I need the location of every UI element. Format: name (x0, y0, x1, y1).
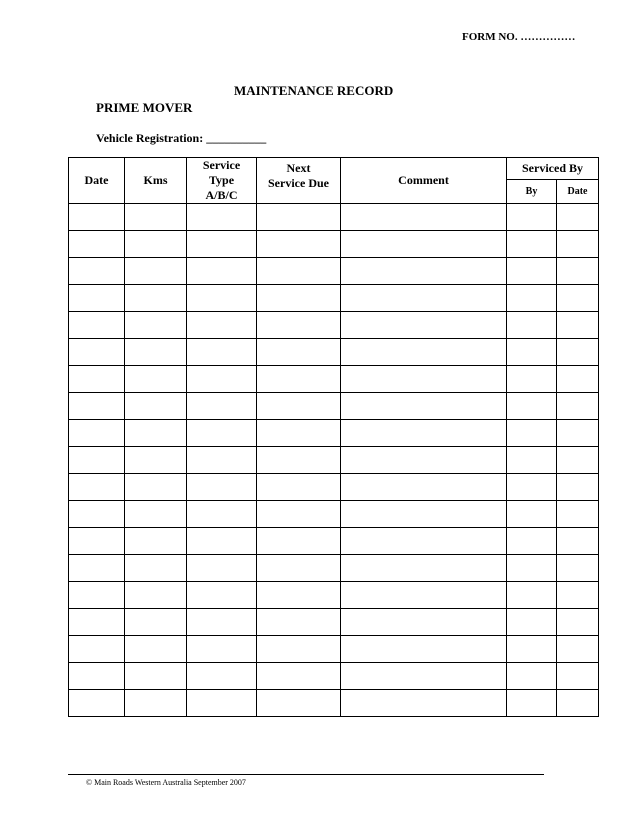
serviced-date-cell[interactable] (557, 555, 599, 582)
service-type-cell[interactable] (187, 312, 257, 339)
next-service-due-cell[interactable] (257, 231, 341, 258)
service-type-cell[interactable] (187, 555, 257, 582)
serviced-date-cell[interactable] (557, 339, 599, 366)
column-header-serviced-by: Serviced By (507, 158, 599, 180)
serviced-by-cell[interactable] (507, 447, 557, 474)
next-service-due-cell[interactable] (257, 312, 341, 339)
serviced-date-cell[interactable] (557, 474, 599, 501)
kms-cell[interactable] (125, 312, 187, 339)
serviced-by-cell[interactable] (507, 312, 557, 339)
next-service-due-cell[interactable] (257, 447, 341, 474)
table-row (69, 393, 599, 420)
table-row (69, 447, 599, 474)
next-service-due-cell[interactable] (257, 204, 341, 231)
serviced-date-cell[interactable] (557, 204, 599, 231)
comment-cell[interactable] (341, 393, 507, 420)
serviced-date-cell[interactable] (557, 285, 599, 312)
table-row (69, 582, 599, 609)
date-cell[interactable] (69, 258, 125, 285)
serviced-date-cell[interactable] (557, 447, 599, 474)
next-service-due-cell[interactable] (257, 501, 341, 528)
date-cell[interactable] (69, 555, 125, 582)
kms-cell[interactable] (125, 339, 187, 366)
table-row (69, 339, 599, 366)
comment-cell[interactable] (341, 690, 507, 717)
service-type-cell[interactable] (187, 528, 257, 555)
comment-cell[interactable] (341, 636, 507, 663)
service-type-line-3: A/B/C (205, 188, 238, 202)
service-type-cell[interactable] (187, 204, 257, 231)
serviced-by-cell[interactable] (507, 582, 557, 609)
comment-cell[interactable] (341, 366, 507, 393)
serviced-date-cell[interactable] (557, 312, 599, 339)
serviced-date-cell[interactable] (557, 528, 599, 555)
serviced-by-cell[interactable] (507, 474, 557, 501)
footer-copyright: © Main Roads Western Australia September 2007 (86, 778, 246, 787)
kms-cell[interactable] (125, 528, 187, 555)
serviced-date-cell[interactable] (557, 609, 599, 636)
comment-cell[interactable] (341, 258, 507, 285)
table-row (69, 474, 599, 501)
date-cell[interactable] (69, 312, 125, 339)
date-cell[interactable] (69, 636, 125, 663)
serviced-date-cell[interactable] (557, 636, 599, 663)
serviced-by-cell[interactable] (507, 258, 557, 285)
service-type-cell[interactable] (187, 447, 257, 474)
table-row (69, 258, 599, 285)
serviced-date-cell[interactable] (557, 420, 599, 447)
comment-cell[interactable] (341, 231, 507, 258)
next-service-due-cell[interactable] (257, 285, 341, 312)
table-row (69, 663, 599, 690)
next-service-due-cell[interactable] (257, 420, 341, 447)
serviced-date-cell[interactable] (557, 501, 599, 528)
service-type-cell[interactable] (187, 636, 257, 663)
service-type-cell[interactable] (187, 609, 257, 636)
comment-cell[interactable] (341, 420, 507, 447)
serviced-date-cell[interactable] (557, 582, 599, 609)
serviced-date-cell[interactable] (557, 393, 599, 420)
comment-cell[interactable] (341, 528, 507, 555)
form-number: FORM NO. …………… (462, 31, 576, 43)
service-type-cell[interactable] (187, 285, 257, 312)
service-type-cell[interactable] (187, 420, 257, 447)
kms-cell[interactable] (125, 366, 187, 393)
serviced-date-cell[interactable] (557, 231, 599, 258)
kms-cell[interactable] (125, 555, 187, 582)
table-row (69, 690, 599, 717)
service-type-cell[interactable] (187, 690, 257, 717)
next-service-line-2: Service Due (268, 176, 329, 190)
date-cell[interactable] (69, 663, 125, 690)
date-cell[interactable] (69, 366, 125, 393)
serviced-date-cell[interactable] (557, 366, 599, 393)
table-row (69, 204, 599, 231)
date-cell[interactable] (69, 393, 125, 420)
column-header-date: Date (69, 158, 125, 204)
next-service-due-cell[interactable] (257, 609, 341, 636)
service-type-cell[interactable] (187, 393, 257, 420)
kms-cell[interactable] (125, 447, 187, 474)
next-service-due-cell[interactable] (257, 663, 341, 690)
comment-cell[interactable] (341, 285, 507, 312)
kms-cell[interactable] (125, 474, 187, 501)
footer-divider (68, 774, 544, 775)
kms-cell[interactable] (125, 582, 187, 609)
record-rows (69, 204, 599, 717)
kms-cell[interactable] (125, 420, 187, 447)
serviced-by-cell[interactable] (507, 366, 557, 393)
date-cell[interactable] (69, 501, 125, 528)
next-service-due-cell[interactable] (257, 528, 341, 555)
next-service-due-cell[interactable] (257, 636, 341, 663)
service-type-line-1: Service (202, 158, 241, 172)
table-row (69, 312, 599, 339)
date-cell[interactable] (69, 582, 125, 609)
serviced-date-cell[interactable] (557, 663, 599, 690)
serviced-by-cell[interactable] (507, 555, 557, 582)
kms-cell[interactable] (125, 663, 187, 690)
next-service-due-cell[interactable] (257, 582, 341, 609)
column-header-next-service-due (257, 158, 341, 204)
comment-cell[interactable] (341, 312, 507, 339)
date-cell[interactable] (69, 285, 125, 312)
kms-cell[interactable] (125, 231, 187, 258)
table-row (69, 609, 599, 636)
kms-cell[interactable] (125, 690, 187, 717)
table-row (69, 528, 599, 555)
serviced-by-cell[interactable] (507, 231, 557, 258)
table-row (69, 366, 599, 393)
date-cell[interactable] (69, 447, 125, 474)
table-row (69, 501, 599, 528)
kms-cell[interactable] (125, 636, 187, 663)
kms-cell[interactable] (125, 285, 187, 312)
date-cell[interactable] (69, 474, 125, 501)
serviced-date-cell[interactable] (557, 258, 599, 285)
maintenance-record-table (68, 157, 599, 717)
serviced-by-cell[interactable] (507, 393, 557, 420)
next-service-due-cell[interactable] (257, 690, 341, 717)
date-cell[interactable] (69, 690, 125, 717)
kms-cell[interactable] (125, 204, 187, 231)
serviced-by-cell[interactable] (507, 339, 557, 366)
comment-cell[interactable] (341, 447, 507, 474)
serviced-by-cell[interactable] (507, 285, 557, 312)
column-header-comment: Comment (341, 158, 507, 204)
kms-cell[interactable] (125, 393, 187, 420)
service-type-cell[interactable] (187, 582, 257, 609)
kms-cell[interactable] (125, 258, 187, 285)
table-row (69, 420, 599, 447)
service-type-cell[interactable] (187, 366, 257, 393)
date-cell[interactable] (69, 528, 125, 555)
serviced-by-cell[interactable] (507, 609, 557, 636)
next-service-due-cell[interactable] (257, 258, 341, 285)
serviced-by-cell[interactable] (507, 501, 557, 528)
page-title: MAINTENANCE RECORD (234, 83, 394, 98)
next-service-due-cell[interactable] (257, 393, 341, 420)
table-row (69, 231, 599, 258)
column-header-service-type (187, 158, 257, 204)
date-cell[interactable] (69, 204, 125, 231)
column-header-serviced-date: Date (557, 179, 599, 203)
serviced-by-cell[interactable] (507, 420, 557, 447)
comment-cell[interactable] (341, 474, 507, 501)
serviced-date-cell[interactable] (557, 690, 599, 717)
next-service-due-cell[interactable] (257, 366, 341, 393)
service-type-cell[interactable] (187, 231, 257, 258)
vehicle-registration-field[interactable]: Vehicle Registration: __________ (96, 131, 267, 145)
column-header-by: By (507, 179, 557, 203)
date-cell[interactable] (69, 609, 125, 636)
kms-cell[interactable] (125, 501, 187, 528)
kms-cell[interactable] (125, 609, 187, 636)
service-type-cell[interactable] (187, 501, 257, 528)
comment-cell[interactable] (341, 204, 507, 231)
serviced-by-cell[interactable] (507, 636, 557, 663)
next-service-due-cell[interactable] (257, 339, 341, 366)
service-type-cell[interactable] (187, 663, 257, 690)
comment-cell[interactable] (341, 663, 507, 690)
service-type-cell[interactable] (187, 474, 257, 501)
date-cell[interactable] (69, 231, 125, 258)
service-type-cell[interactable] (187, 339, 257, 366)
serviced-by-cell[interactable] (507, 690, 557, 717)
serviced-by-cell[interactable] (507, 528, 557, 555)
date-cell[interactable] (69, 339, 125, 366)
service-type-cell[interactable] (187, 258, 257, 285)
comment-cell[interactable] (341, 501, 507, 528)
next-service-line-1: Next (286, 161, 311, 175)
comment-cell[interactable] (341, 582, 507, 609)
comment-cell[interactable] (341, 609, 507, 636)
column-header-kms: Kms (125, 158, 187, 204)
table-row (69, 285, 599, 312)
date-cell[interactable] (69, 420, 125, 447)
comment-cell[interactable] (341, 555, 507, 582)
serviced-by-cell[interactable] (507, 204, 557, 231)
service-type-line-2: Type (208, 173, 235, 187)
table-row (69, 636, 599, 663)
table-row (69, 555, 599, 582)
serviced-by-cell[interactable] (507, 663, 557, 690)
comment-cell[interactable] (341, 339, 507, 366)
page-subtitle: PRIME MOVER (96, 100, 193, 115)
next-service-due-cell[interactable] (257, 474, 341, 501)
next-service-due-cell[interactable] (257, 555, 341, 582)
